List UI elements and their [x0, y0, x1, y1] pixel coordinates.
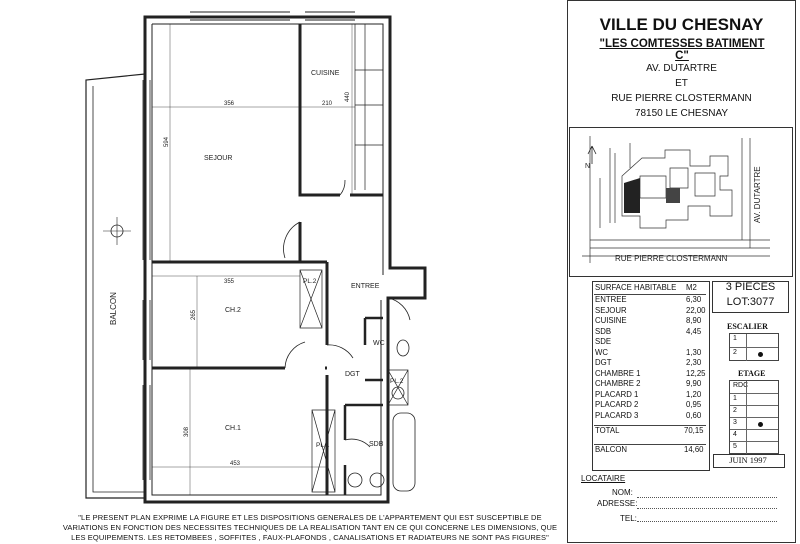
row-label: ENTREE: [595, 295, 627, 304]
plan-date: JUIN 1997: [729, 455, 767, 465]
city-title: VILLE DU CHESNAY: [599, 15, 764, 34]
row-value: 0,95: [686, 400, 702, 409]
grid-row-label: 1: [733, 395, 737, 402]
etage-grid: [729, 380, 779, 454]
table-header: M2: [686, 283, 697, 292]
row-value: 6,30: [686, 295, 702, 304]
room-label-ch2: CH.2: [225, 307, 241, 314]
table-row: [594, 400, 706, 410]
row-value: 9,90: [686, 379, 702, 388]
dimension-label: 355: [224, 279, 235, 285]
grid-row: [730, 334, 778, 347]
dimension-label: 356: [224, 101, 235, 107]
bathtub: [393, 413, 415, 491]
selected-dot: [758, 352, 763, 357]
table-row: [594, 390, 706, 400]
room-label-balcon: BALCON: [109, 292, 118, 325]
locataire-title: LOCATAIRE: [581, 474, 626, 483]
table-row: [594, 316, 706, 326]
adresse-field[interactable]: [637, 508, 777, 509]
sink: [348, 473, 362, 487]
table-row: [594, 348, 706, 358]
grid-row-label: 3: [733, 419, 737, 426]
row-value: 4,45: [686, 326, 702, 336]
room-label-cuisine: CUISINE: [311, 70, 340, 77]
nom-label: NOM:: [612, 488, 633, 497]
row-value: 12,25: [686, 368, 706, 378]
grid-row: [730, 381, 778, 393]
row-label: DGT: [595, 358, 612, 367]
table-row: [594, 327, 706, 337]
table-header: SURFACE HABITABLE: [595, 283, 677, 292]
row-label: CHAMBRE 1: [595, 368, 641, 378]
grid-row-label: 2: [733, 349, 737, 356]
balcon-label: BALCON: [595, 445, 628, 454]
nom-field[interactable]: [637, 497, 777, 498]
address-line: RUE PIERRE CLOSTERMANN: [611, 93, 752, 104]
row-label: WC: [595, 347, 608, 357]
row-label: CHAMBRE 2: [595, 379, 641, 388]
table-row: [594, 358, 706, 368]
room-label-sdb: SDB: [369, 441, 384, 448]
door-swing: [284, 222, 300, 258]
table-row: [594, 369, 706, 379]
escalier-title: ESCALIER: [727, 322, 768, 331]
balcony-outline: [86, 74, 145, 498]
grid-row-label: 5: [733, 443, 737, 450]
table-row: [594, 337, 706, 347]
grid-row-label: 2: [733, 407, 737, 414]
site-plan-drawing: [570, 128, 792, 276]
row-label: SDB: [595, 326, 612, 336]
etage-title: ETAGE: [738, 369, 766, 378]
grid-row: [730, 441, 778, 454]
room-label-ch1: CH.1: [225, 425, 241, 432]
project-title: "LES COMTESSES BATIMENT C": [599, 38, 765, 62]
selected-dot: [758, 422, 763, 427]
row-value: 2,30: [686, 358, 702, 367]
dimension-label: 265: [191, 309, 197, 320]
grid-row-label: RDC: [733, 382, 749, 389]
grid-row: [730, 347, 778, 361]
row-label: PLACARD 3: [595, 410, 639, 420]
grid-row-label: 1: [733, 335, 737, 342]
table-row: [594, 295, 706, 305]
adresse-label: ADRESSE:: [597, 499, 638, 508]
total-value: 70,15: [684, 426, 704, 435]
row-value: 1,30: [686, 347, 702, 357]
address-line: 78150 LE CHESNAY: [634, 108, 729, 119]
room-label-dgt: DGT: [345, 371, 360, 378]
row-label: PLACARD 2: [595, 400, 639, 409]
apartment-type: 3 PIECES: [725, 281, 776, 293]
dimension-label: 594: [164, 136, 170, 147]
row-value: 1,20: [686, 389, 702, 399]
address-line: ET: [675, 78, 688, 89]
dimension-label: 308: [184, 426, 190, 437]
table-row: [594, 411, 706, 421]
street-label: RUE PIERRE CLOSTERMANN: [615, 254, 728, 263]
dimension-line: [152, 24, 355, 495]
escalier-grid: [729, 333, 779, 361]
room-label-pl2: PL.2: [390, 378, 404, 385]
row-value: 8,90: [686, 316, 702, 325]
row-label: CUISINE: [595, 316, 627, 325]
toilet: [397, 340, 409, 356]
street-label: AV. DUTARTRE: [753, 166, 762, 223]
north-arrow-label: N: [585, 163, 591, 170]
room-label-sejour: SEJOUR: [204, 155, 233, 162]
row-label: PLACARD 1: [595, 389, 639, 399]
dimension-label: 440: [345, 91, 351, 102]
row-label: SEJOUR: [595, 305, 627, 315]
grid-row-label: 4: [733, 431, 737, 438]
address-line: AV. DUTARTRE: [646, 63, 717, 74]
tel-label: TEL:: [620, 514, 637, 523]
lot-number: LOT:3077: [726, 296, 775, 308]
adresse-field-line2[interactable]: [637, 521, 777, 522]
room-label-wc: WC: [373, 340, 385, 347]
room-label-pl1: PL.1: [316, 442, 330, 449]
disclaimer-text: "LE PRESENT PLAN EXPRIME LA FIGURE ET LES DISPOSITIONS GENERALES DE L'APPARTEMENT QUI EST SUSCEPTIBLE DE VARIATIONS EN FONCTION DES NECESSITES TECHNIQUES DE LA REALISATION TANT EN CE QUI CONCERNE LES DIMENSIONS, QUE LES EQUIPEMENTS. LES RETOMBEES , SOFFITES , FAUX-PLAFONDS , CANALISATIONS ET RADIATEURS NE SONT PAS FIGURES": [62, 513, 558, 542]
row-value: 0,60: [686, 410, 702, 420]
row-label: SDE: [595, 337, 612, 346]
site-plan: [569, 127, 793, 277]
title-block: [567, 0, 796, 543]
row-value: 22,00: [686, 305, 706, 315]
dimension-label: 210: [322, 101, 333, 107]
table-row: [594, 379, 706, 389]
room-label-pl2: PL.2: [303, 278, 317, 285]
room-label-entree: ENTREE: [351, 283, 380, 290]
total-label: TOTAL: [595, 426, 620, 435]
dimension-label: 453: [230, 461, 241, 467]
table-row: [594, 306, 706, 316]
balcon-value: 14,60: [684, 445, 704, 454]
